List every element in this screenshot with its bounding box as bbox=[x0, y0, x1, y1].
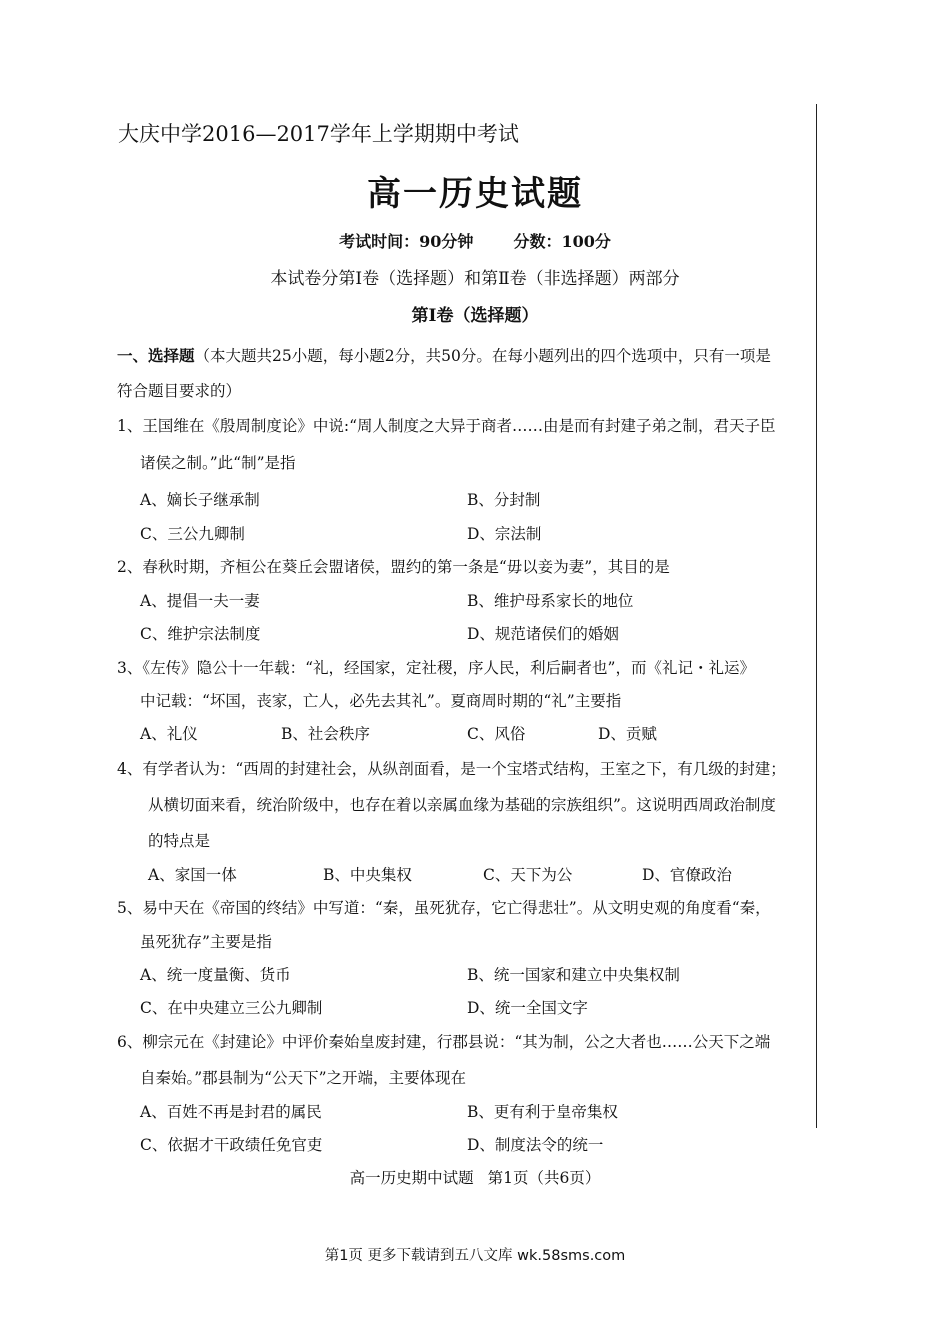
question-6-line1: 6、柳宗元在《封建论》中评价秦始皇废封建，行郡县说：“其为制，公之大者也……公天下之端 bbox=[117, 1033, 771, 1051]
question-5-option-c: C、在中央建立三公九卿制 bbox=[140, 999, 323, 1017]
question-6-line2: 自秦始。”郡县制为“公天下”之开端，主要体现在 bbox=[140, 1069, 467, 1087]
question-2-line1: 2、春秋时期，齐桓公在葵丘会盟诸侯，盟约的第一条是“毋以妾为妻”，其目的是 bbox=[117, 558, 670, 576]
question-4-option-b: B、中央集权 bbox=[323, 866, 412, 884]
question-1-line1: 1、王国维在《殷周制度论》中说:“周人制度之大异于商者……由是而有封建子弟之制，君天子臣 bbox=[117, 417, 776, 435]
exam-info bbox=[0, 229, 950, 252]
question-3-line1: 3、《左传》隐公十一年载：“礼，经国家，定社稷，序人民，利后嗣者也”，而《礼记・礼运》 bbox=[117, 659, 755, 677]
question-4-line1: 4、有学者认为：“西周的封建社会，从纵剖面看，是一个宝塔式结构，王室之下，有几级的封建； bbox=[117, 760, 786, 778]
question-4-option-d: D、官僚政治 bbox=[642, 866, 732, 884]
page-title: 高一历史试题 bbox=[367, 174, 583, 214]
question-1-option-d: D、宗法制 bbox=[467, 525, 542, 543]
question-3-option-d: D、贡赋 bbox=[598, 725, 657, 743]
question-4-option-a: A、家国一体 bbox=[148, 866, 237, 884]
exam-score: 分数：100分 bbox=[513, 232, 611, 251]
question-2-option-d: D、规范诸侯们的婚姻 bbox=[467, 625, 619, 643]
question-6-option-d: D、制度法令的统一 bbox=[467, 1136, 604, 1154]
exam-time: 考试时间：90分钟 bbox=[339, 232, 474, 251]
question-4-option-c: C、天下为公 bbox=[483, 866, 573, 884]
section-intro: 一、选择题（本大题共25小题，每小题2分，共50分。在每小题列出的四个选项中，只有一项是 bbox=[117, 346, 771, 365]
question-5-option-b: B、统一国家和建立中央集权制 bbox=[467, 966, 680, 984]
question-4-line2: 从横切面来看，统治阶级中，也存在着以亲属血缘为基础的宗族组织”。这说明西周政治制度 bbox=[148, 796, 776, 814]
footer-page-number: 第1页（共6页） bbox=[487, 1169, 601, 1187]
question-5-option-a: A、统一度量衡、货币 bbox=[140, 966, 291, 984]
question-1-option-a: A、嫡长子继承制 bbox=[140, 491, 260, 509]
paper-description: 本试卷分第Ⅰ卷（选择题）和第Ⅱ卷（非选择题）两部分 bbox=[270, 269, 680, 289]
question-5-option-d: D、统一全国文字 bbox=[467, 999, 588, 1017]
question-3-option-b: B、社会秩序 bbox=[281, 725, 370, 743]
section-intro-line2: 符合题目要求的） bbox=[117, 382, 242, 400]
question-5-line2: 虽死犹存”主要是指 bbox=[140, 933, 272, 951]
download-note: 第1页 更多下载请到五八文库 wk.58sms.com bbox=[324, 1248, 626, 1264]
question-3-option-c: C、风俗 bbox=[467, 725, 526, 743]
question-4-line3: 的特点是 bbox=[148, 832, 211, 850]
question-5-line1: 5、易中天在《帝国的终结》中写道：“秦，虽死犹存，它亡得悲壮”。从文明史观的角度看“秦， bbox=[117, 899, 771, 917]
question-6-option-c: C、依据才干政绩任免官吏 bbox=[140, 1136, 323, 1154]
question-1-option-b: B、分封制 bbox=[467, 491, 541, 509]
school-exam-title: 大庆中学2016—2017学年上学期期中考试 bbox=[118, 122, 519, 146]
question-6-option-a: A、百姓不再是封君的属民 bbox=[140, 1103, 322, 1121]
footer-label: 高一历史期中试题 bbox=[349, 1169, 474, 1187]
question-3-line2: 中记载：“坏国，丧家，亡人，必先去其礼”。夏商周时期的“礼”主要指 bbox=[140, 692, 622, 710]
page-footer bbox=[0, 1166, 950, 1188]
section-label: 一、选择题 bbox=[117, 346, 195, 365]
question-3-option-a: A、礼仪 bbox=[140, 725, 198, 743]
question-6-option-b: B、更有利于皇帝集权 bbox=[467, 1103, 618, 1121]
question-2-option-c: C、维护宗法制度 bbox=[140, 625, 261, 643]
question-2-option-a: A、提倡一夫一妻 bbox=[140, 592, 260, 610]
volume-heading: 第Ⅰ卷（选择题） bbox=[411, 306, 539, 326]
question-1-line2: 诸侯之制。”此“制”是指 bbox=[140, 454, 296, 472]
margin-rule bbox=[816, 104, 817, 1128]
question-2-option-b: B、维护母系家长的地位 bbox=[467, 592, 634, 610]
question-1-option-c: C、三公九卿制 bbox=[140, 525, 245, 543]
